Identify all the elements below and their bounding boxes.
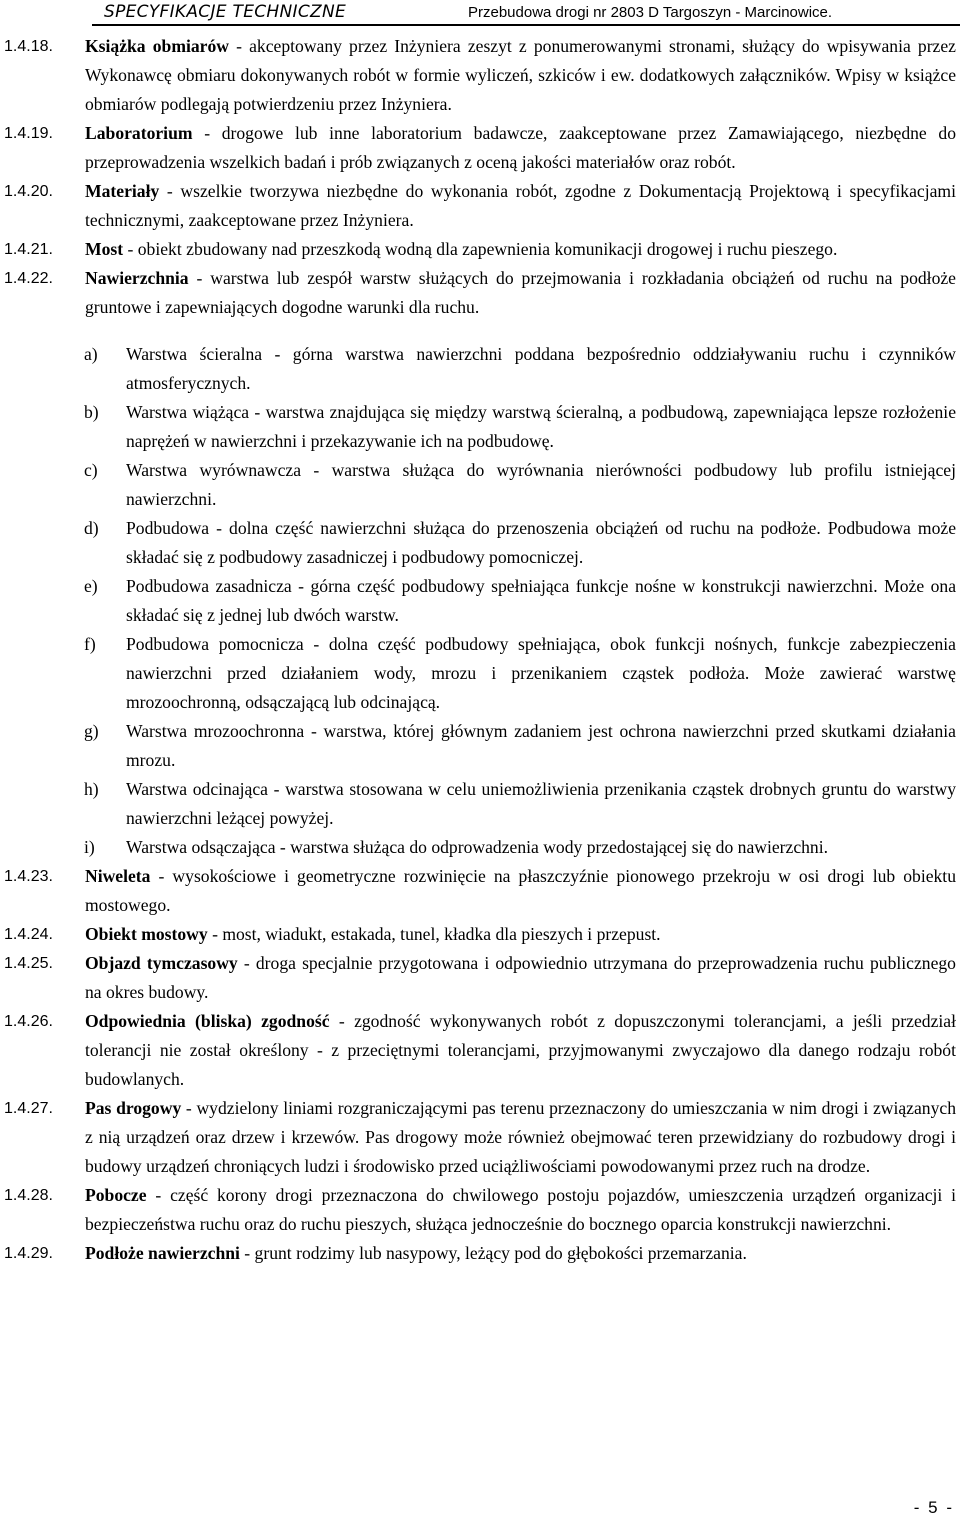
definition-entry — [0, 1239, 960, 1268]
definition-number: 1.4.23. — [4, 868, 53, 885]
layer-item — [0, 630, 960, 717]
layer-text: Warstwa wiążąca - warstwa znajdująca się między warstwą ścieralną, a podbudową, zapewniająca lepsze rozłożenie naprężeń w nawierzchni i przekazywanie ich na podbudowę. — [126, 402, 956, 451]
document-body — [0, 32, 960, 1268]
layer-item — [0, 340, 960, 398]
definition-term: Objazd tymczasowy — [85, 953, 238, 973]
definition-number: 1.4.22. — [4, 270, 53, 287]
definition-text: - drogowe lub inne laboratorium badawcze, zaakceptowane przez Zamawiającego, niezbędne do przeprowadzenia wszelkich badań i prób związanych z oceną jakości materiałów oraz robót. — [85, 123, 956, 172]
layer-item — [0, 833, 960, 862]
definition-text: - część korony drogi przeznaczona do chwilowego postoju pojazdów, umieszczenia urządzeń organizacji i bezpieczeństwa ruchu oraz do ruchu pieszych, służąca jednocześnie do bocznego oparcia konstrukcji nawierzchni. — [85, 1185, 956, 1234]
layer-item — [0, 514, 960, 572]
layer-letter: h) — [84, 779, 99, 799]
definition-term: Książka obmiarów — [85, 36, 229, 56]
definitions-top — [0, 32, 960, 322]
page-number: - 5 - — [913, 1498, 954, 1517]
definition-entry — [0, 235, 960, 264]
definition-number: 1.4.20. — [4, 183, 53, 200]
layer-letter: e) — [84, 576, 98, 596]
definition-entry — [0, 1007, 960, 1094]
layer-item — [0, 398, 960, 456]
definition-text: - wysokościowe i geometryczne rozwinięcie na płaszczyźnie pionowego przekroju w osi drogi lub obiektu mostowego. — [85, 866, 956, 915]
layer-text: Podbudowa pomocnicza - dolna część podbudowy spełniająca, obok funkcji nośnych, funkcje zabezpieczenia nawierzchni przed działaniem wody, mrozu i przenikaniem cząstek podłoża. Może zawierać warstwę mrozoochronną, odsączającą lub odcinającą. — [126, 634, 956, 712]
layer-letter: b) — [84, 402, 99, 422]
definition-entry — [0, 862, 960, 920]
header-rule — [92, 24, 960, 26]
layer-text: Warstwa odsączająca - warstwa służąca do odprowadzenia wody przedostającej się do nawierzchni. — [126, 837, 829, 857]
header-project-title: Przebudowa drogi nr 2803 D Targoszyn - Marcinowice. — [468, 4, 833, 21]
layer-text: Podbudowa - dolna część nawierzchni służąca do przenoszenia obciążeń od ruchu na podłoże. Podbudowa może składać się z podbudowy zasadniczej i podbudowy pomocniczej. — [126, 518, 956, 567]
definition-text: - akceptowany przez Inżyniera zeszyt z ponumerowanymi stronami, służący do wpisywania przez Wykonawcę obmiaru dokonywanych robót w formie wyliczeń, szkiców i ew. dodatkowych załączników. Wpisy w książce obmiarów podlegają potwierdzeniu przez Inżyniera. — [85, 36, 956, 114]
definition-entry — [0, 264, 960, 322]
definition-term: Pobocze — [85, 1185, 147, 1205]
definition-number: 1.4.25. — [4, 955, 53, 972]
definition-term: Laboratorium — [85, 123, 193, 143]
definition-entry — [0, 1181, 960, 1239]
definition-term: Podłoże nawierzchni — [85, 1243, 240, 1263]
definition-text: - droga specjalnie przygotowana i odpowiednio utrzymana do przeprowadzenia ruchu publicznego na okres budowy. — [85, 953, 956, 1002]
definition-term: Odpowiednia (bliska) zgodność — [85, 1011, 330, 1031]
definition-text: - wszelkie tworzywa niezbędne do wykonania robót, zgodne z Dokumentacją Projektową i specyfikacjami technicznymi, zaakceptowane przez Inżyniera. — [85, 181, 956, 230]
layer-letter: a) — [84, 344, 98, 364]
definitions-bottom — [0, 862, 960, 1268]
definition-entry — [0, 949, 960, 1007]
definition-term: Most — [85, 239, 124, 259]
definition-term: Pas drogowy — [85, 1098, 182, 1118]
layer-letter: i) — [84, 837, 95, 857]
layer-item — [0, 572, 960, 630]
definition-term: Materiały — [85, 181, 160, 201]
layer-item — [0, 775, 960, 833]
definition-term: Nawierzchnia — [85, 268, 189, 288]
page-header — [0, 0, 960, 28]
definition-text: - warstwa lub zespół warstw służących do przejmowania i rozkładania obciążeń od ruchu na podłoże gruntowe i zapewniających dogodne warunki dla ruchu. — [85, 268, 956, 317]
definition-text: - zgodność wykonywanych robót z dopuszczonymi tolerancjami, a jeśli przedział tolerancji nie został określony - z przeciętnymi tolerancjami, przyjmowanymi zwyczajowo dla danego rodzaju robót budowlanych. — [85, 1011, 956, 1089]
definition-number: 1.4.28. — [4, 1187, 53, 1204]
layer-item — [0, 717, 960, 775]
layer-text: Warstwa ścieralna - górna warstwa nawierzchni poddana bezpośrednio oddziaływaniu ruchu i czynników atmosferycznych. — [126, 344, 956, 393]
definition-number: 1.4.24. — [4, 926, 53, 943]
definition-number: 1.4.26. — [4, 1013, 53, 1030]
layer-text: Warstwa mrozoochronna - warstwa, której głównym zadaniem jest ochrona nawierzchni przed skutkami działania mrozu. — [126, 721, 956, 770]
layer-letter: c) — [84, 460, 98, 480]
definition-text: - obiekt zbudowany nad przeszkodą wodną dla zapewnienia komunikacji drogowej i ruchu pieszego. — [123, 239, 838, 259]
definition-entry — [0, 32, 960, 119]
definition-term: Niweleta — [85, 866, 151, 886]
pavement-layers-list — [0, 340, 960, 862]
header-spec-title: SPECYFIKACJE TECHNICZNE — [104, 2, 347, 22]
definition-text: - most, wiadukt, estakada, tunel, kładka dla pieszych i przepust. — [207, 924, 661, 944]
definition-text: - grunt rodzimy lub nasypowy, leżący pod do głębokości przemarzania. — [239, 1243, 747, 1263]
layer-item — [0, 456, 960, 514]
definition-entry — [0, 920, 960, 949]
layer-text: Podbudowa zasadnicza - górna część podbudowy spełniająca funkcje nośne w konstrukcji nawierzchni. Może ona składać się z jednej lub dwóch warstw. — [126, 576, 956, 625]
definition-entry — [0, 1094, 960, 1181]
definition-entry — [0, 119, 960, 177]
definition-number: 1.4.27. — [4, 1100, 53, 1117]
definition-term: Obiekt mostowy — [85, 924, 208, 944]
definition-number: 1.4.29. — [4, 1245, 53, 1262]
definition-entry — [0, 177, 960, 235]
layer-letter: g) — [84, 721, 99, 741]
layer-letter: f) — [84, 634, 96, 654]
definition-text: - wydzielony liniami rozgraniczającymi pas terenu przeznaczony do umieszczania w nim drogi i związanych z nią urządzeń oraz drzew i krzewów. Pas drogowy może również obejmować teren przewidziany do rozbudowy drogi i budowy urządzeń chroniących ludzi i środowisko przed uciążliwościami powodowanymi przez ruch na drodze. — [85, 1098, 956, 1176]
layer-letter: d) — [84, 518, 99, 538]
layer-text: Warstwa wyrównawcza - warstwa służąca do wyrównania nierówności podbudowy lub profilu istniejącej nawierzchni. — [126, 460, 956, 509]
definition-number: 1.4.21. — [4, 241, 53, 258]
definition-number: 1.4.18. — [4, 38, 53, 55]
layer-text: Warstwa odcinająca - warstwa stosowana w celu uniemożliwienia przenikania cząstek drobnych gruntu do warstwy nawierzchni leżącej powyżej. — [126, 779, 956, 828]
definition-number: 1.4.19. — [4, 125, 53, 142]
